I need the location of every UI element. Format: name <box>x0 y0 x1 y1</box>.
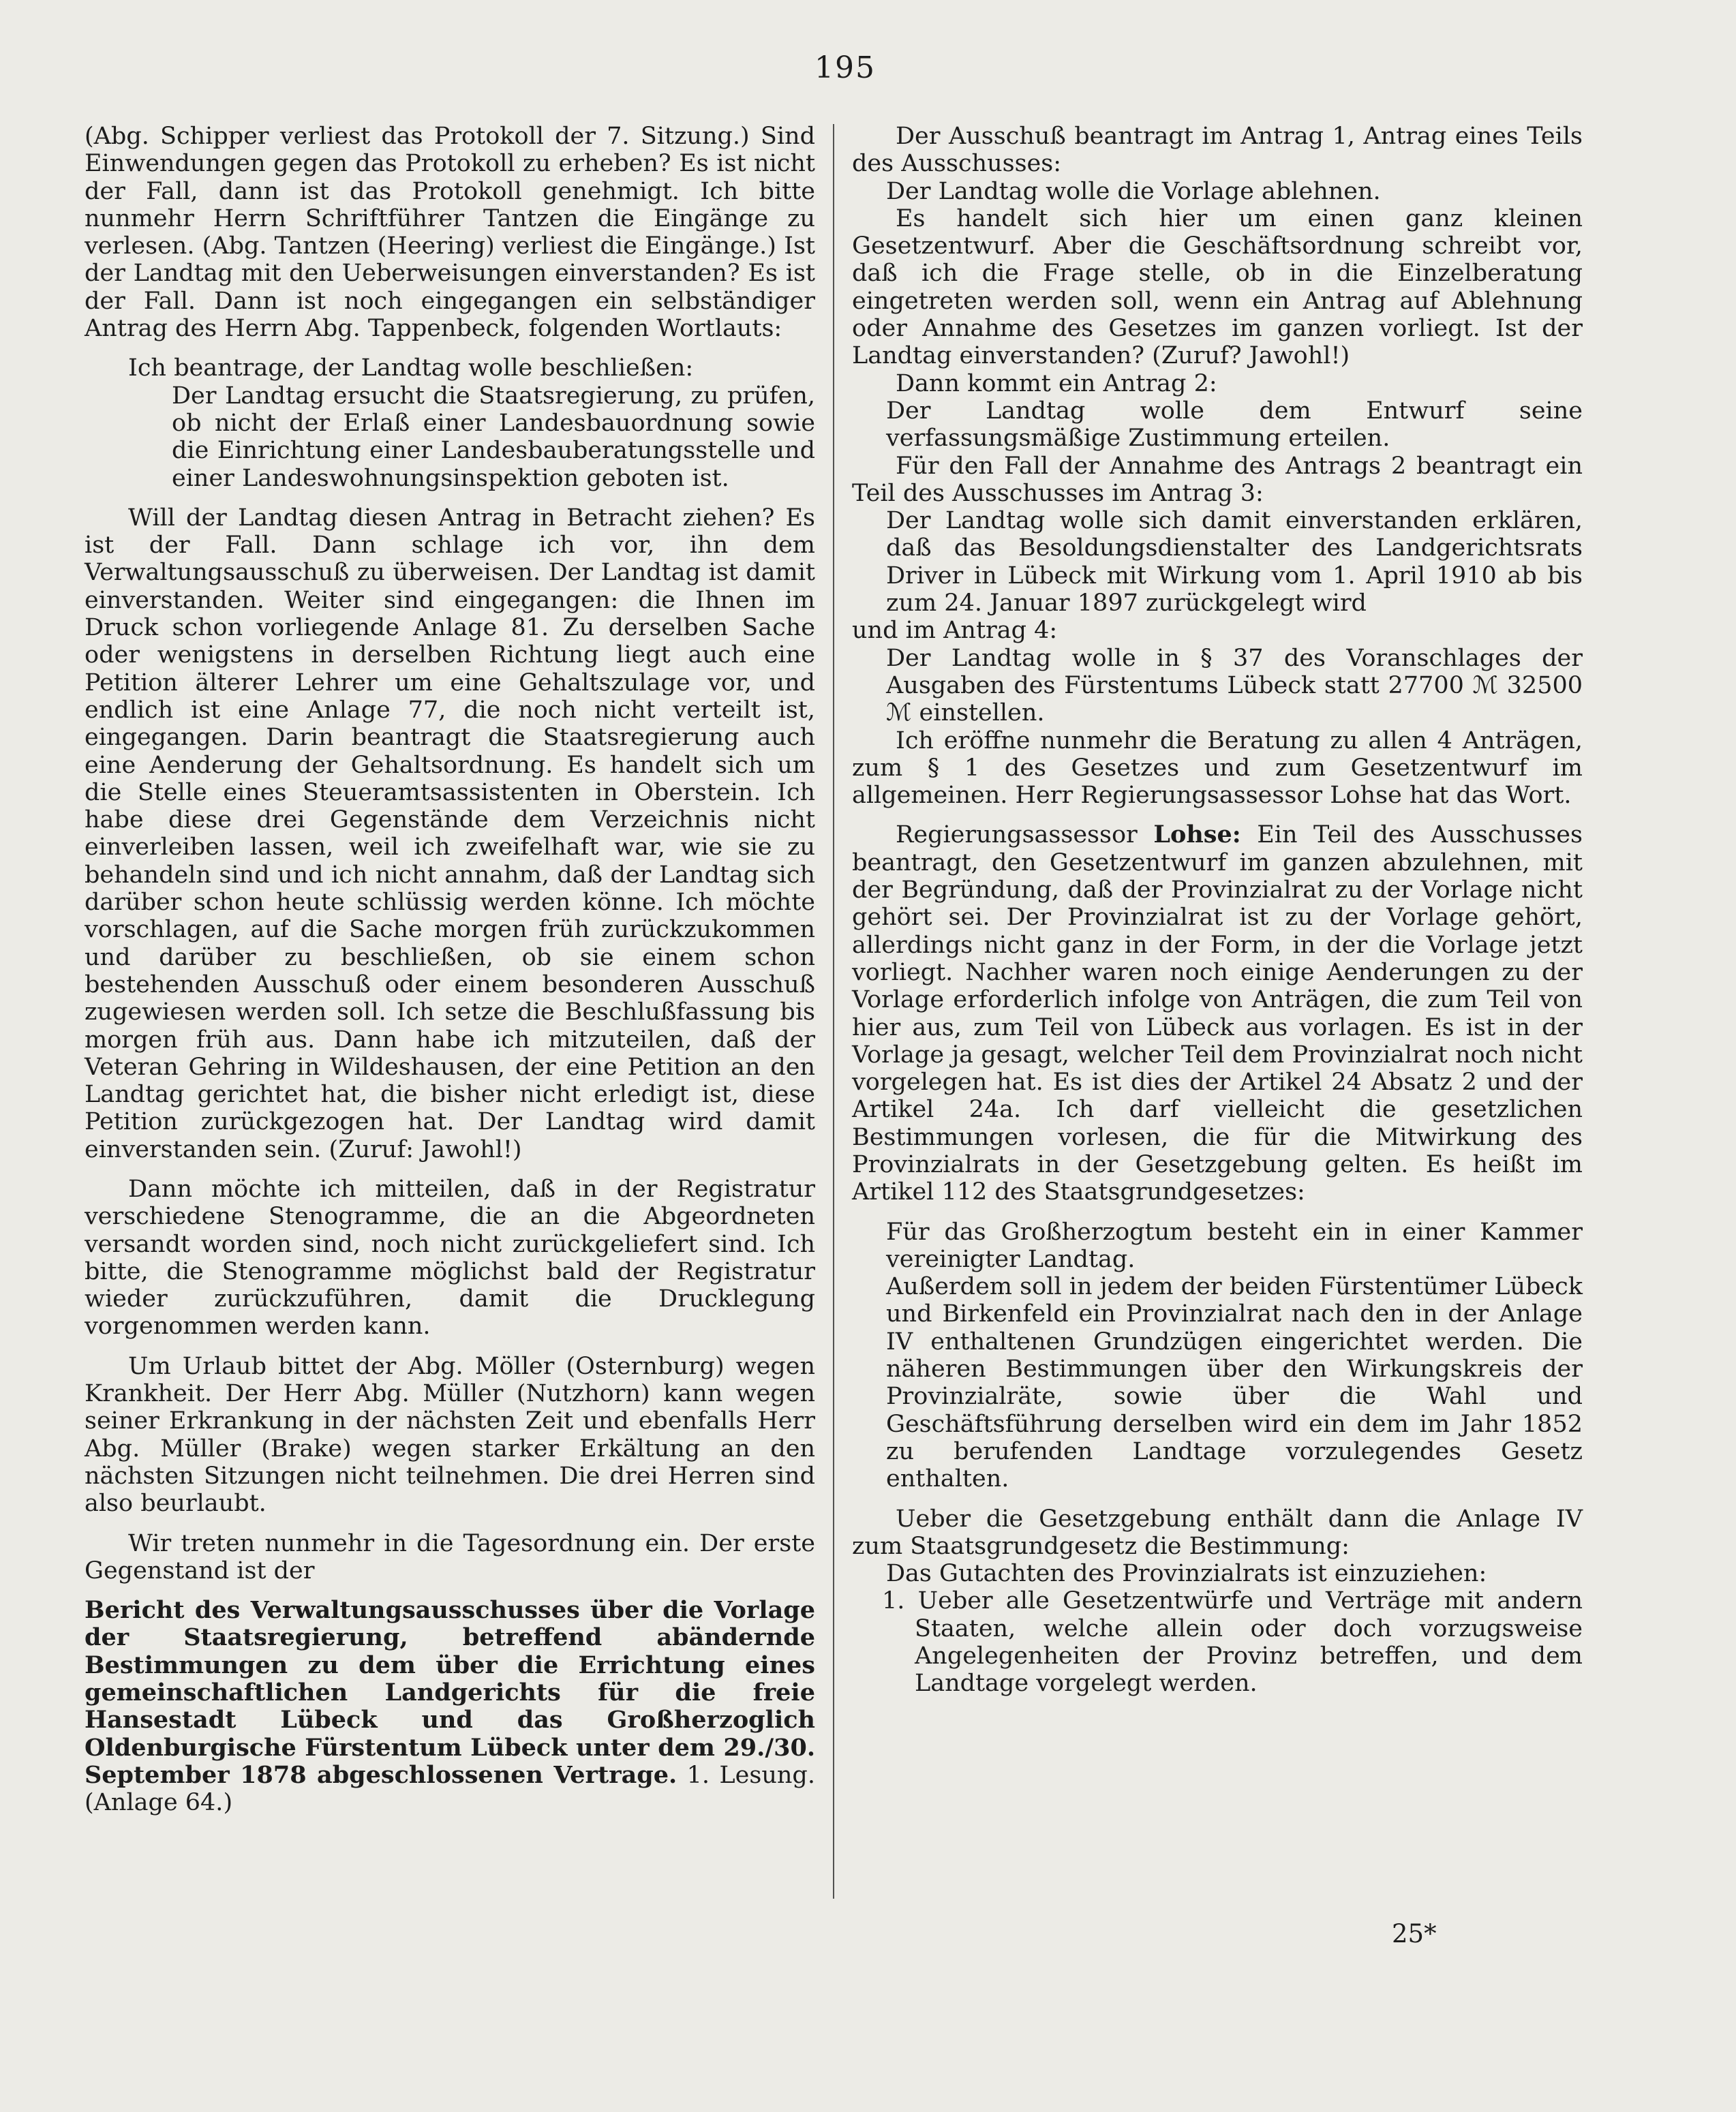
paragraph: Dann kommt ein Antrag 2: <box>896 369 1217 397</box>
motion-text: Der Landtag wolle dem Entwurf seine verfassungsmäßige Zustimmung erteilen. <box>886 397 1583 453</box>
agenda-item-reading: 1. Lesung. (Anlage 64.) <box>85 1761 815 1817</box>
speech-text: Ein Teil des Ausschusses beantragt, den Gesetzentwurf im ganzen abzulehnen, mit der Begründung, daß der Provinzialrat zu der Vorlage nicht gehört sei. Der Provinzialrat ist zu der Vorlage gehört, allerdings nicht ganz in der Form, in der die Vorlage jetzt vorliegt. Nachher waren noch einige Aenderungen zu der Vorlage erforderlich infolge von Anträgen, die zum Teil von hier aus, zum Teil von Lübeck aus vorlagen. Es ist in der Vorlage ja gesagt, welcher Teil dem Provinzialrat noch nicht vorgelegen hat. Es ist dies der Artikel 24 Absatz 2 und der Artikel 24a. Ich darf vielleicht die gesetzlichen Bestimmungen vorlesen, die für die Mitwirkung des Provinzialrats in der Gesetzgebung gelten. Es heißt im Artikel 112 des Staatsgrundgesetzes: <box>852 821 1583 1206</box>
right-column <box>852 123 1583 1698</box>
paragraph: Der Ausschuß beantragt im Antrag 1, Antrag eines Teils des Ausschusses: <box>852 123 1583 178</box>
speech-paragraph <box>852 821 1583 1206</box>
speaker-name: Lohse: <box>1153 821 1241 849</box>
left-column <box>85 123 815 1817</box>
paragraph: Wir treten nunmehr in die Tagesordnung ein. Der erste Gegenstand ist der <box>85 1529 815 1585</box>
paragraph: Will der Landtag diesen Antrag in Betracht ziehen? Es ist der Fall. Dann schlage ich vor, ihn dem Verwaltungsausschuß zu überweisen. Der Landtag ist damit einverstanden. Weiter sind eingegangen: die Ihnen im Druck schon vorliegende Anlage 81. Zu derselben Sache oder wenigstens in derselben Richtung liegt auch eine Petition älterer Lehrer um eine Gehaltszulage vor, und endlich ist eine Anlage 77, die noch nicht verteilt ist, eingegangen. Darin beantragt die Staatsregierung auch eine Aenderung der Gehaltsordnung. Es handelt sich um die Stelle eines Steueramtsassistenten in Oberstein. Ich habe diese drei Gegenstände dem Verzeichnis nicht einverleiben lassen, weil ich zweifelhaft war, wie sie zu behandeln sind und ich nicht annahm, daß der Landtag sich darüber schon heute schlüssig werden könne. Ich möchte vorschlagen, auf die Sache morgen früh zurückzukommen und darüber zu beschließen, ob sie einem schon bestehenden Ausschuß oder einem besonderen Ausschuß zugewiesen werden soll. Ich setze die Beschlußfassung bis morgen früh aus. Dann habe ich mitzuteilen, daß der Veteran Gehring in Wildeshausen, der eine Petition an den Landtag gerichtet hat, die bisher nicht erledigt ist, diese Petition zurückgezogen hat. Der Landtag wird damit einverstanden sein. (Zuruf: Jawohl!) <box>85 504 815 1163</box>
paragraph: (Abg. Schipper verliest das Protokoll der 7. Sitzung.) Sind Einwendungen gegen das Protokoll zu erheben? Es ist nicht der Fall, dann ist das Protokoll genehmigt. Ich bitte nunmehr Herrn Schriftführer Tantzen die Eingänge zu verlesen. (Abg. Tantzen (Heering) verliest die Eingänge.) Ist der Landtag mit den Ueberweisungen einverstanden? Es ist der Fall. Dann ist noch eingegangen ein selbständiger Antrag des Herrn Abg. Tappenbeck, folgenden Wortlauts: <box>85 123 815 343</box>
motion-text: Der Landtag ersucht die Staatsregierung, zu prüfen, ob nicht der Erlaß einer Landesbauordnung sowie die Einrichtung einer Landesbauberatungsstelle und einer Landeswohnungsinspektion geboten ist. <box>172 382 815 492</box>
quoted-heading: Das Gutachten des Provinzialrats ist einzuziehen: <box>886 1560 1487 1588</box>
paragraph: Ich eröffne nunmehr die Beratung zu allen 4 Anträgen, zum § 1 des Gesetzes und zum Gesetzentwurf im allgemeinen. Herr Regierungsassessor Lohse hat das Wort. <box>852 726 1583 810</box>
motion-intro: Ich beantrage, der Landtag wolle beschließen: <box>128 354 694 382</box>
column-divider <box>833 124 834 1899</box>
quoted-article: Für das Großherzogtum besteht ein in einer Kammer vereinigter Landtag. <box>886 1218 1583 1273</box>
paragraph: Dann möchte ich mitteilen, daß in der Registratur verschiedene Stenogramme, die an die Abgeordneten versandt worden sind, noch nicht zurückgeliefert sind. Ich bitte, die Stenogramme möglichst bald der Registratur wieder zurückzuführen, damit die Drucklegung vorgenommen werden kann. <box>85 1175 815 1341</box>
motion-text: Der Landtag wolle die Vorlage ablehnen. <box>886 177 1381 205</box>
paragraph: Für den Fall der Annahme des Antrags 2 beantragt ein Teil des Ausschusses im Antrag 3: <box>852 452 1583 507</box>
speaker-title: Regierungsassessor <box>896 821 1138 849</box>
paragraph: und im Antrag 4: <box>852 617 1058 645</box>
paragraph: Ueber die Gesetzgebung enthält dann die Anlage IV zum Staatsgrundgesetz die Bestimmung: <box>852 1505 1583 1560</box>
paragraph: Es handelt sich hier um einen ganz kleinen Gesetzentwurf. Aber die Geschäftsordnung schreibt vor, daß ich die Frage stelle, ob in die Einzelberatung eingetreten werden soll, wenn ein Antrag auf Ablehnung oder Annahme des Gesetzes im ganzen vorliegt. Ist der Landtag einverstanden? (Zuruf? Jawohl!) <box>852 204 1583 370</box>
page-number: 195 <box>814 50 876 85</box>
motion-text: Der Landtag wolle in § 37 des Voranschlages der Ausgaben des Fürstentums Lübeck statt 27700 ℳ 32500 ℳ einstellen. <box>886 644 1583 727</box>
signature-mark: 25* <box>1392 1919 1437 1948</box>
quoted-article: Außerdem soll in jedem der beiden Fürstentümer Lübeck und Birkenfeld ein Provinzialrat nach den in der Anlage IV enthaltenen Grundzügen eingerichtet werden. Die näheren Bestimmungen über den Wirkungskreis der Provinzialräte, sowie über die Wahl und Geschäftsführung derselben wird ein dem im Jahr 1852 zu berufenden Landtage vorzulegendes Gesetz enthalten. <box>886 1273 1583 1493</box>
motion-text: Der Landtag wolle sich damit einverstanden erklären, daß das Besoldungsdienstalter des Landgerichtsrats Driver in Lübeck mit Wirkung vom 1. April 1910 ab bis zum 24. Januar 1897 zurückgelegt wird <box>886 507 1583 617</box>
numbered-item: 1. Ueber alle Gesetzentwürfe und Verträge mit andern Staaten, welche allein oder doch vorzugsweise Angelegenheiten der Provinz betreffen, und dem Landtage vorgelegt werden. <box>882 1587 1583 1698</box>
paragraph: Um Urlaub bittet der Abg. Möller (Osternburg) wegen Krankheit. Der Herr Abg. Müller (Nutzhorn) kann wegen seiner Erkrankung in der nächsten Zeit und ebenfalls Herr Abg. Müller (Brake) wegen starker Erkältung an den nächsten Sitzungen nicht teilnehmen. Die drei Herren sind also beurlaubt. <box>85 1352 815 1518</box>
agenda-item-title: Bericht des Verwaltungsausschusses über die Vorlage der Staatsregierung, betreffend abändernde Bestimmungen zu dem über die Errichtung eines gemeinschaftlichen Landgerichts für die freie Hansestadt Lübeck und das Großherzoglich Oldenburgische Fürstentum Lübeck unter dem 29./30. September 1878 abgeschlossenen Vertrage. <box>85 1596 815 1789</box>
agenda-item-heading <box>85 1597 815 1816</box>
